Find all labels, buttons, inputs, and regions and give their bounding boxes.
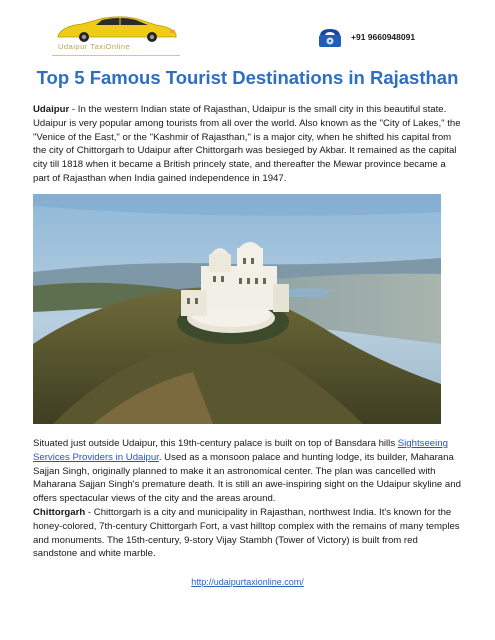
palace-text-after: . Used as a monsoon palace and hunting lodge, its builder, Maharana Sajjan Singh, originally planned to make it an astronomical center. The plan was cancelled with Maharana Sajjan Singh's premature death. It is still an awe-inspiring sight on the Udaipur skyline and offers spectacular views of the city and the areas around. xyxy=(33,451,461,505)
logo-underline xyxy=(52,55,180,56)
logo-text: Udaipur TaxiOnline xyxy=(58,42,131,51)
udaipur-paragraph xyxy=(33,103,463,186)
palace-illustration xyxy=(33,194,441,424)
chittorgarh-paragraph xyxy=(33,506,463,561)
footer-website-link[interactable]: http://udaipurtaxionline.com/ xyxy=(191,577,304,587)
udaipur-text: - In the western Indian state of Rajasthan, Udaipur is the small city in this beautiful state. Udaipur is very popular among tourists from all over the world. Also known as the "City of Lakes," the "Venice of the East," or the "Kashmir of Rajasthan," is a major city, when he shifted his capital from the city of Chittorgarh to Udaipur after Chittorgarh was besieged by Akbar. It remained as the capital city till 1818 when it became a British princely state, and thereafter the Mewar province became a part of Rajasthan when India gained independence in 1947. xyxy=(33,104,461,184)
company-logo[interactable] xyxy=(52,14,180,54)
palace-text-before: Situated just outside Udaipur, this 19th-century palace is built on top of Bansdara hills xyxy=(33,438,398,449)
car-logo-icon xyxy=(52,14,180,42)
monsoon-palace-photo xyxy=(33,194,441,424)
phone-icon xyxy=(318,28,344,48)
chittorgarh-label: Chittorgarh xyxy=(33,507,86,518)
phone-number: +91 9660948091 xyxy=(351,32,416,42)
chittorgarh-text: - Chittorgarh is a city and municipality in Rajasthan, northwest India. It's known for the honey-colored, 7th-century Chittorgarh Fort, a vast hilltop complex with the remains of many temples and monuments. The 15th-century, 9-story Vijay Stambh (Tower of Victory) is built from red sandstone and white marble. xyxy=(33,507,460,560)
phone-contact[interactable] xyxy=(318,28,458,48)
udaipur-label: Udaipur xyxy=(33,104,70,115)
palace-paragraph xyxy=(33,437,463,506)
page-title: Top 5 Famous Tourist Destinations in Rajasthan xyxy=(36,67,459,88)
sightseeing-services-link[interactable]: Sightseeing Services Providers in Udaipur xyxy=(33,438,448,463)
